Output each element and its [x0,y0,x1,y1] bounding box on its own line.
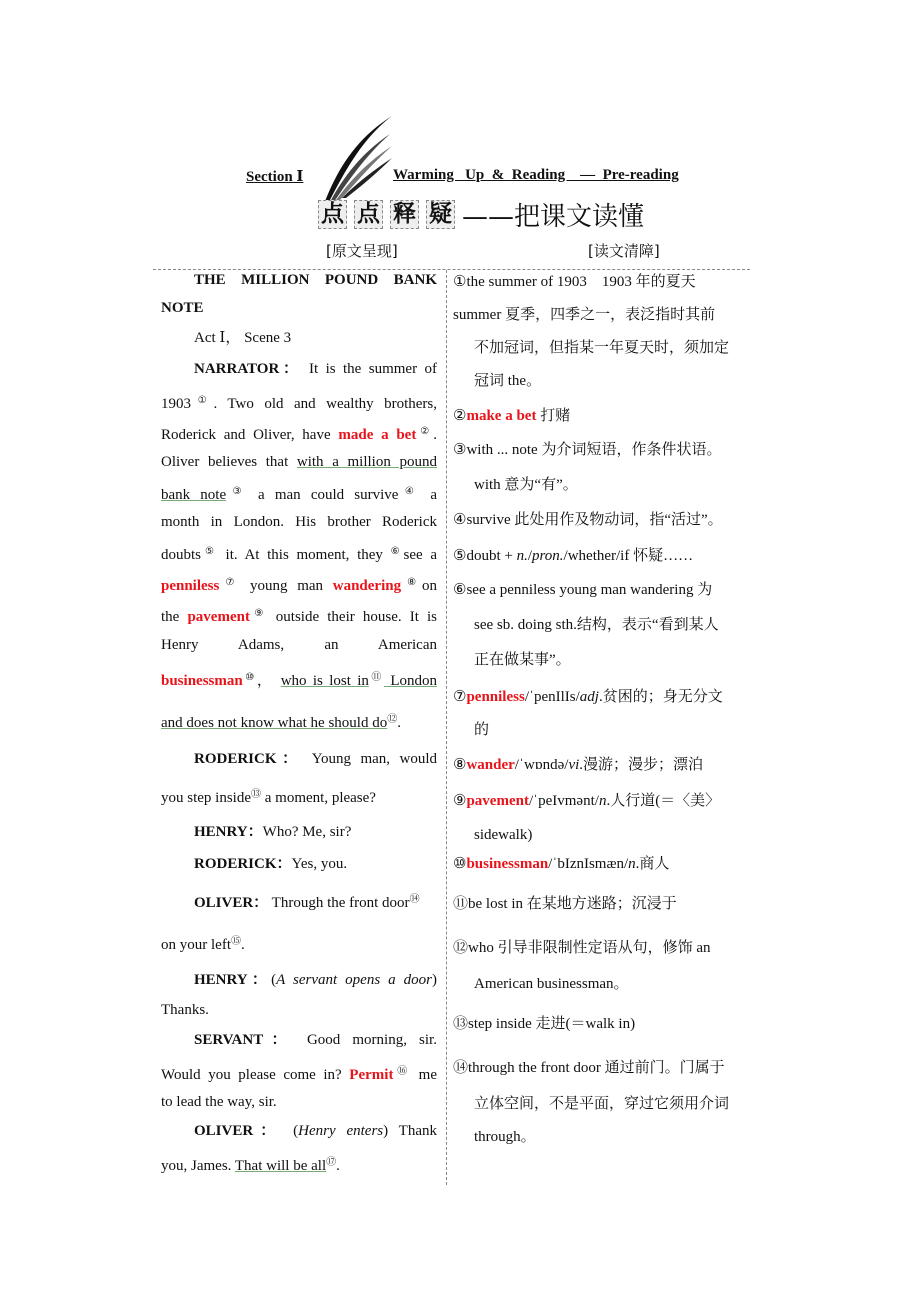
text-segment: . Two old and wealthy brothers, [213,396,437,412]
text-segment: Roderick and Oliver, have [161,427,339,443]
text-segment: ② [453,408,467,424]
text-line [161,299,437,317]
text-segment: A servant opens a door [276,972,432,988]
keyword-highlight: Permit [349,1067,394,1083]
text-segment: 正在做某事”。 [474,652,571,668]
text-segment: ⑭through the front door 通过前门。门属于 [453,1060,725,1076]
keyword-highlight: businessman [466,856,549,872]
text-segment: Thanks. [161,1002,209,1018]
speaker-label: SERVANT： [194,1032,295,1048]
underlined-phrase: London [384,673,437,689]
text-line [194,750,437,768]
text-segment: on your left [161,937,231,953]
text-segment: Would you please come in? [161,1067,350,1083]
text-segment: ⑧ [453,757,467,773]
text-line [194,971,437,989]
text-segment: ⑤doubt + [453,548,517,564]
note-line [453,1015,753,1033]
text-segment: /ˈpeIvmənt/ [528,793,599,809]
text-line [194,855,437,873]
text-line [161,1063,437,1084]
text-segment: ③with ... note 为介词短语，作条件状语。 [453,442,722,458]
note-line [453,939,753,957]
text-segment: ) Thank [383,1123,437,1139]
note-line [453,895,753,913]
note-marker: ⑧ [401,577,422,588]
text-line [161,1154,437,1175]
speaker-label: NOTE [161,300,204,316]
title-box-char: 点 [318,200,347,229]
note-line [453,581,753,599]
title-box-char: 点 [354,200,383,229]
text-segment: Who? Me, sir? [262,824,352,840]
text-segment: a moment, please? [261,790,376,806]
text-segment: month in London. His brother Roderick [161,514,437,530]
text-segment: . [433,427,437,443]
text-segment: 1903 [161,396,191,412]
text-segment: sidewalk) [474,827,533,843]
horizontal-divider [153,269,750,270]
note-line [474,616,753,634]
note-marker: ② [416,426,434,437]
section-subtitle: Warming Up & Reading — Pre-reading [393,167,679,183]
text-segment: ⑪be lost in 在某地方迷路；沉浸于 [453,896,677,912]
text-segment: 冠词 the。 [474,373,542,389]
note-line [474,1095,753,1113]
text-segment: with 意为“有”。 [474,477,578,493]
text-segment: you, James. [161,1158,235,1174]
text-segment: 不加冠词，但指某一年夏天时，须加定 [474,340,730,356]
speaker-label: RODERICK： [194,751,303,767]
note-line [453,273,753,291]
text-segment: you step inside [161,790,251,806]
left-column-heading: [原文呈现] [326,242,398,260]
text-segment: the [161,609,188,625]
speaker-label: OLIVER： [194,895,269,911]
text-line [161,636,437,654]
speaker-label: RODERICK： [194,856,292,872]
text-segment: /ˈwɒndə/ [514,757,569,773]
note-marker: ⑨ [249,608,268,619]
text-segment: a man could survive [247,487,399,503]
note-line [474,372,753,390]
text-segment: through。 [474,1129,536,1145]
text-segment: summer 夏季，四季之一，表泛指时其前 [453,307,716,323]
text-line [161,423,437,444]
text-line [161,543,437,564]
text-segment: ⑦ [453,689,467,705]
text-segment: see sb. doing sth.结构，表示“看到某人 [474,617,719,633]
underlined-phrase: bank note [161,487,227,503]
note-marker: ⑪ [368,672,384,683]
text-segment: 立体空间，不是平面，穿过它须用介词 [474,1096,730,1112]
keyword-highlight: businessman [161,673,243,689]
text-line [194,329,437,347]
note-marker: ⑩ [242,672,257,683]
speaker-label: NARRATOR： [194,361,302,377]
text-line [194,823,437,841]
text-line [161,513,437,531]
keyword-highlight: make a bet [466,408,537,424]
text-segment: ⑫who 引导非限制性定语从句，修饰 an [453,940,711,956]
note-marker: ⑫ [387,714,398,725]
title-box-char: 疑 [426,200,455,229]
section-label: Section Ⅰ [246,169,304,185]
text-segment: vi [568,757,580,773]
text-segment: ， [256,673,281,689]
text-segment: ④survive 此处用作及物动词，指“活过”。 [453,512,723,528]
text-line [161,669,437,690]
text-segment: ①the summer of 1903 1903 年的夏天 [453,274,696,290]
text-segment: 打赌 [536,408,571,424]
text-segment: Act Ⅰ， Scene 3 [194,330,292,346]
underlined-phrase: That will be all [234,1158,327,1174]
keyword-highlight: wandering [332,578,402,594]
text-line [161,1001,437,1019]
page-title [318,196,644,233]
text-segment: me [411,1067,437,1083]
keyword-highlight: pavement [187,609,250,625]
text-segment: ⑨ [453,793,467,809]
text-segment: .贫困的；身无分文 [598,689,723,705]
right-column-heading: [读文清障] [588,242,660,260]
text-segment: to lead the way, sir. [161,1094,277,1110]
text-line [161,453,437,471]
note-marker: ① [191,395,214,406]
text-segment: Through the front door [268,895,410,911]
text-segment: ⑥see a penniless young man wandering 为 [453,582,713,598]
note-line [474,975,753,993]
text-segment: /ˈbIznIsmæn/ [548,856,629,872]
note-marker: ⑥ [390,546,404,557]
note-marker: ④ [398,486,421,497]
text-segment: ( [271,972,277,988]
note-marker: ⑰ [326,1157,337,1168]
note-marker: ⑬ [251,789,261,800]
note-line [474,476,753,494]
note-marker: ⑯ [393,1066,412,1077]
text-segment: outside their house. It is [267,609,438,625]
note-line [453,855,753,873]
text-segment: /ˈpenIlIs/ [524,689,580,705]
note-marker: ⑮ [230,936,241,947]
text-segment: ) [432,972,437,988]
note-marker: ⑤ [201,546,218,557]
text-segment: young man [240,578,333,594]
speaker-label: OLIVER： [194,1123,283,1139]
title-box-char: 释 [390,200,419,229]
text-segment: American businessman。 [474,976,629,992]
note-line [453,688,753,706]
text-segment: Oliver believes that [161,454,297,470]
text-segment: n [598,793,607,809]
keyword-highlight: made a bet [338,427,417,443]
text-segment: ⑩ [453,856,467,872]
keyword-highlight: penniless [161,578,220,594]
text-segment: n. [516,548,528,564]
text-line [194,1122,437,1140]
text-line [161,605,437,626]
underlined-phrase: with a million pound [296,454,437,470]
text-segment: n [628,856,636,872]
text-segment: It is the summer of [301,361,437,377]
keyword-highlight: pavement [466,793,529,809]
text-line [161,933,437,954]
text-segment: Henry Adams, an American [161,637,437,653]
column-divider [446,270,447,1185]
text-segment: .漫游；漫步；漂泊 [579,757,704,773]
keyword-highlight: wander [466,757,515,773]
text-segment: . [397,715,401,731]
text-segment: . [336,1158,340,1174]
note-line [453,547,753,565]
text-segment: it. At this moment, they [217,547,391,563]
text-segment: / [527,548,532,564]
text-segment: ( [282,1123,299,1139]
text-line [161,711,437,732]
speaker-label: HENRY： [194,824,263,840]
text-line [161,574,437,595]
text-line [194,271,437,289]
note-marker: ⑭ [409,894,420,905]
text-line [194,891,437,912]
text-segment: /whether/if 怀疑…… [563,548,694,564]
note-line [474,1128,753,1146]
note-line [474,651,753,669]
text-segment: . [240,937,245,953]
text-segment: ⑬step inside 走进(＝walk in) [453,1016,636,1032]
keyword-highlight: penniless [466,689,525,705]
text-segment: adj [579,689,599,705]
note-line [453,306,753,324]
text-segment: Good morning, sir. [294,1032,437,1048]
text-segment: .商人 [635,856,670,872]
speaker-label: HENRY： [194,972,272,988]
text-segment: .人行道(＝〈美〉 [606,793,721,809]
note-line [474,339,753,357]
note-line [474,721,753,739]
note-line [453,511,753,529]
note-line [453,792,753,810]
text-line [161,483,437,504]
text-line [194,360,437,378]
text-line [161,1093,437,1111]
text-segment: Young man, would [302,751,437,767]
text-line [194,1031,437,1049]
text-segment: on [422,578,437,594]
underlined-phrase: who is lost in [280,673,369,689]
text-segment: doubts [161,547,202,563]
note-line [453,407,753,425]
note-line [474,826,753,844]
text-line [161,786,437,807]
text-segment: Henry enters [298,1123,384,1139]
text-line [161,392,437,413]
speaker-label: THE MILLION POUND BANK [194,272,437,288]
underlined-phrase: and does not know what he should do [161,715,388,731]
note-marker: ⑦ [219,577,241,588]
text-segment: 的 [474,722,490,738]
note-line [453,1059,753,1077]
note-line [453,756,753,774]
text-segment: see a [403,547,438,563]
text-segment: Yes, you. [291,856,348,872]
text-segment: pron. [532,548,564,564]
title-rest: ——把课文读懂 [462,202,645,232]
note-marker: ③ [226,486,248,497]
text-segment: a [420,487,438,503]
note-line [453,441,753,459]
